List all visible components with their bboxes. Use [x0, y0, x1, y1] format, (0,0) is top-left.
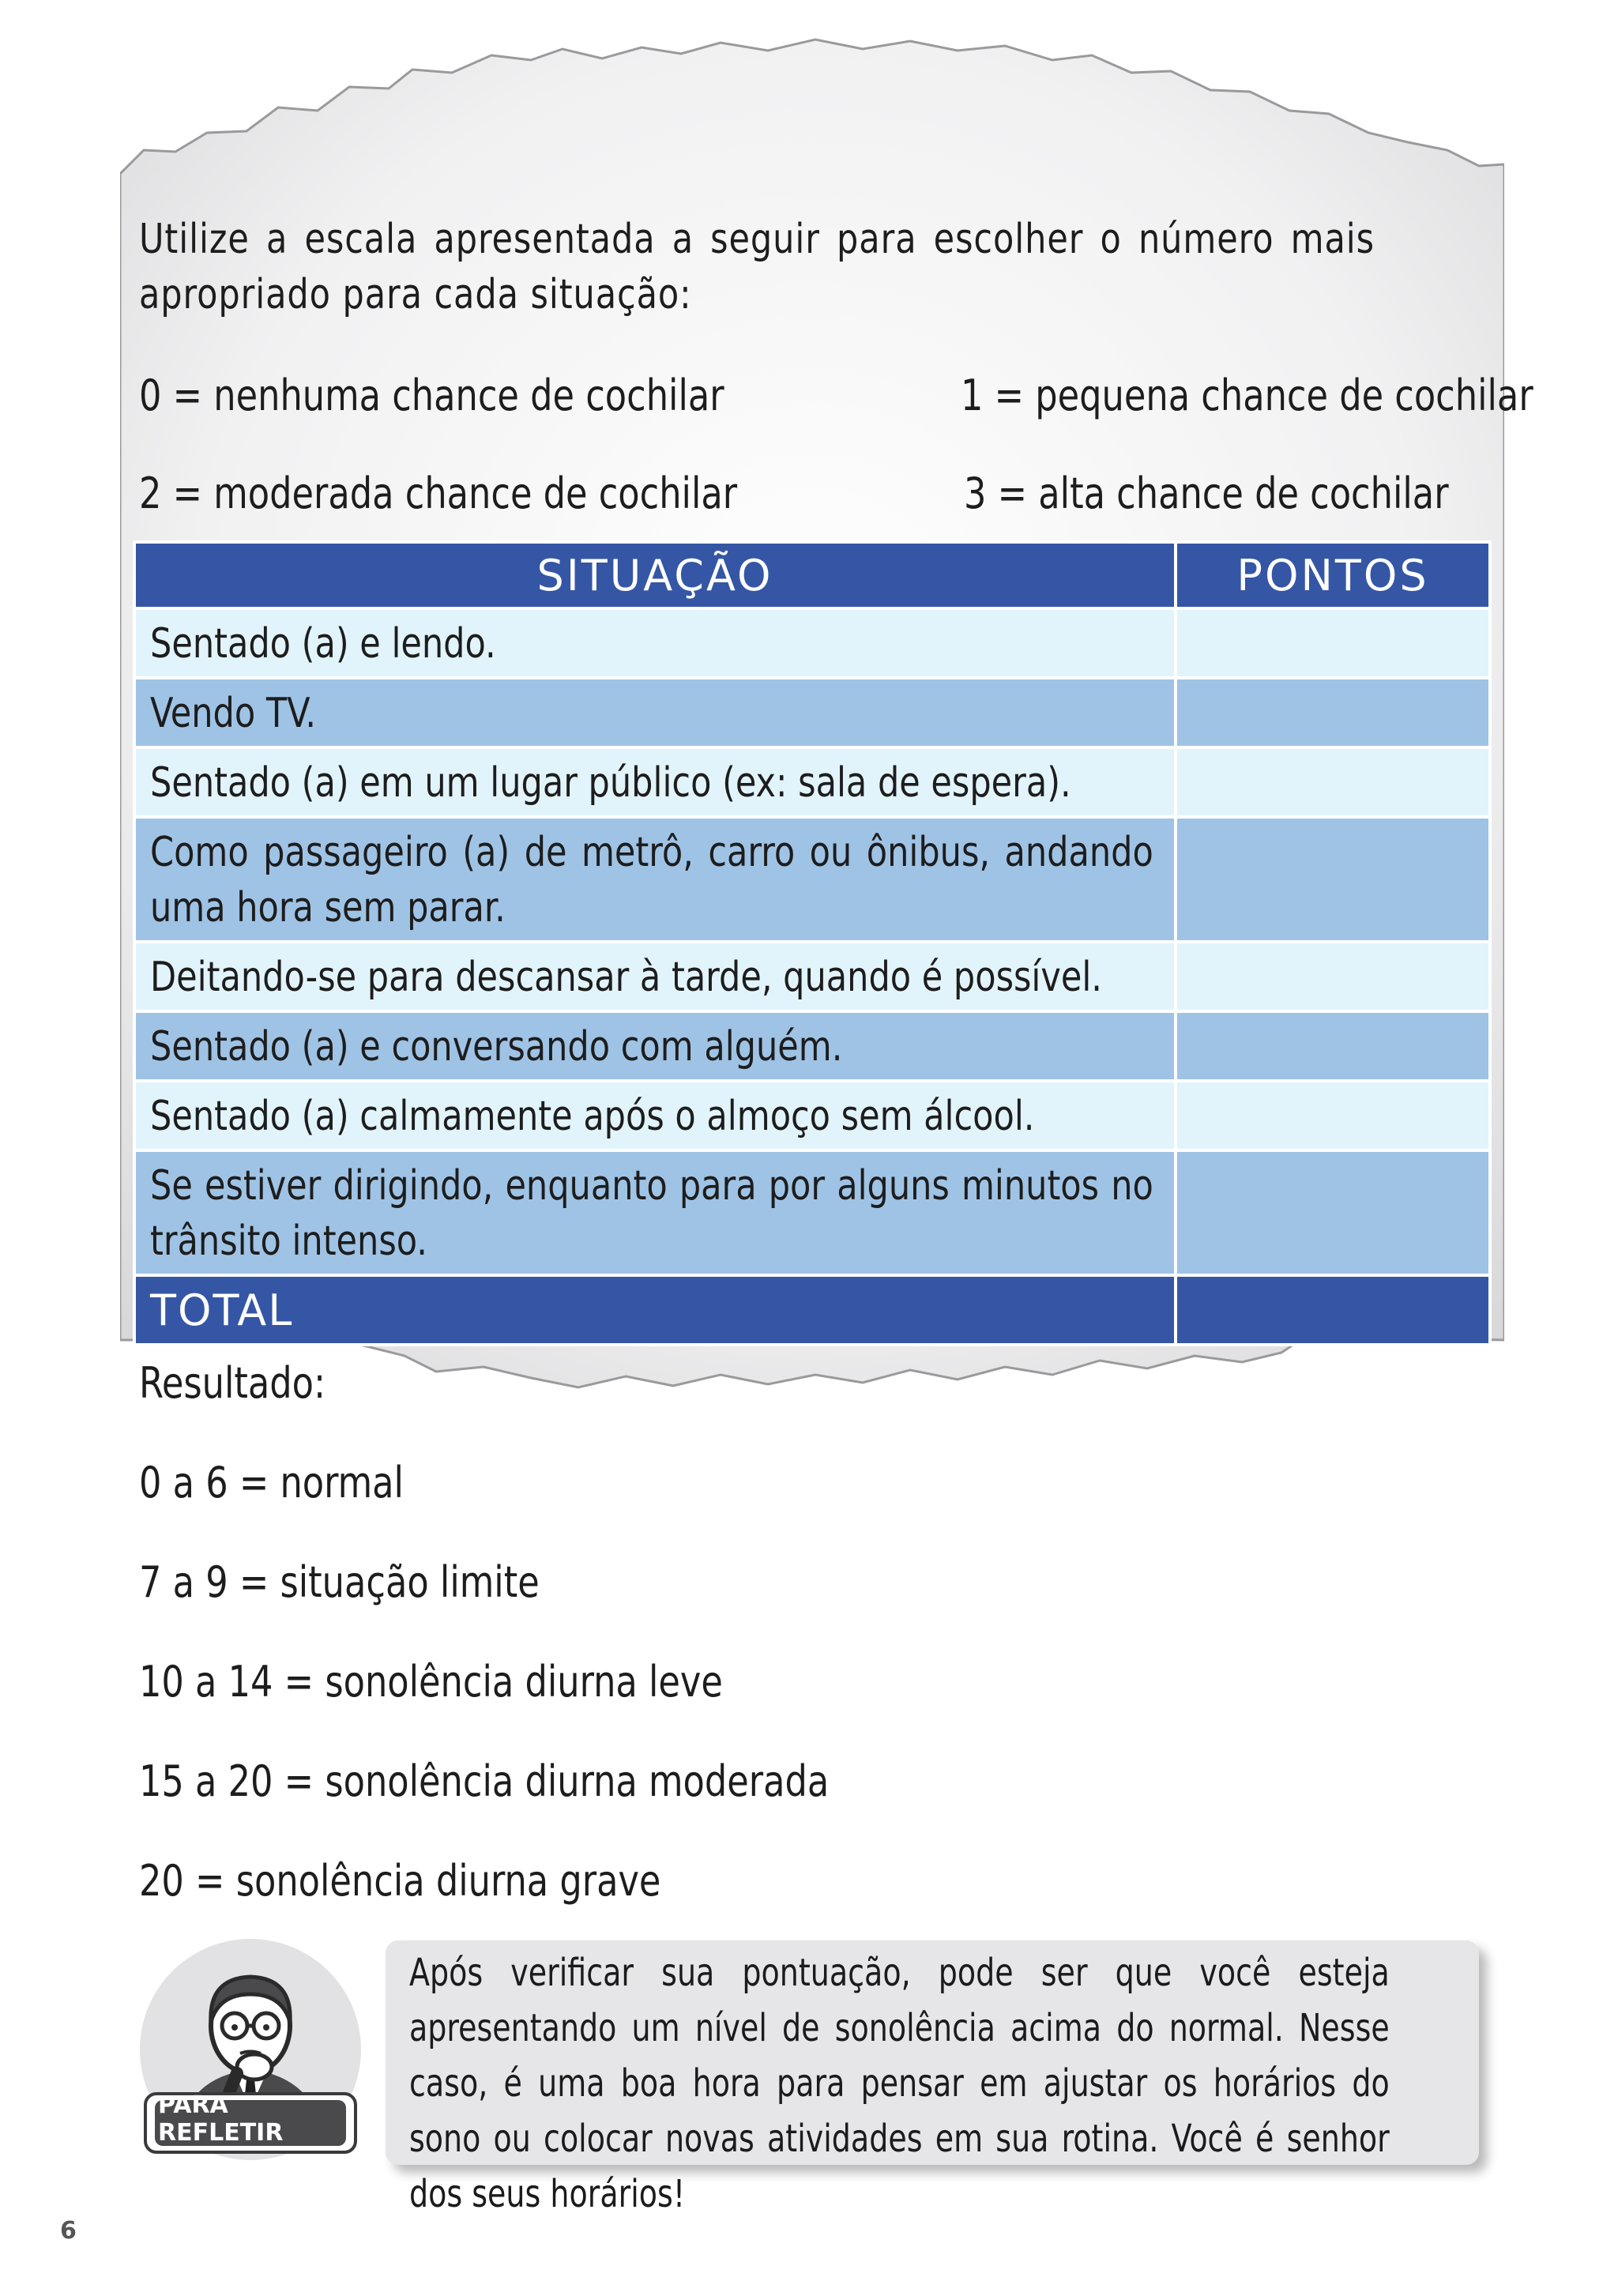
points-cell[interactable] [1176, 678, 1490, 747]
result-item: 0 a 6 = normal [139, 1458, 404, 1507]
total-row [134, 1275, 1490, 1345]
situation-table [133, 540, 1492, 1346]
table-row [134, 817, 1490, 942]
table-row [134, 747, 1490, 817]
total-label: TOTAL [134, 1275, 1176, 1345]
points-cell[interactable] [1176, 1081, 1490, 1150]
points-cell[interactable] [1176, 608, 1490, 678]
situation-cell: Sentado (a) calmamente após o almoço sem álcool. [150, 1093, 1035, 1140]
situation-cell: Sentado (a) e conversando com alguém. [150, 1023, 843, 1071]
table-header-row [134, 542, 1490, 608]
points-cell[interactable] [1176, 1150, 1490, 1275]
situation-cell: Sentado (a) e lendo. [150, 620, 496, 668]
scale-item-1: 1 = pequena chance de cochilar [961, 371, 1533, 420]
reflect-text: Após verificar sua pontuação, pode ser que você esteja apresentando um nível de sonolência acima do normal. Nesse caso, é uma boa hora para pensar em ajustar os horários do sono ou colocar novas atividades em sua rotina. Você é senhor dos seus horários! [409, 1951, 1390, 2216]
page-number: 6 [60, 2217, 77, 2245]
table-row [134, 1011, 1490, 1081]
result-item: 20 = sonolência diurna grave [139, 1856, 661, 1906]
table-row [134, 942, 1490, 1011]
situation-cell: Como passageiro (a) de metrô, carro ou ônibus, andando uma hora sem parar. [150, 829, 1153, 932]
scale-item-3: 3 = alta chance de cochilar [964, 469, 1449, 518]
situation-cell: Sentado (a) em um lugar público (ex: sala de espera). [150, 759, 1071, 807]
table-row [134, 608, 1490, 678]
points-cell[interactable] [1176, 817, 1490, 942]
header-pontos: PONTOS [1176, 542, 1490, 608]
table-row [134, 1150, 1490, 1275]
result-item: 7 a 9 = situação limite [139, 1557, 540, 1607]
result-title: Resultado: [139, 1358, 326, 1408]
table-row [134, 678, 1490, 747]
table-row [134, 1081, 1490, 1150]
scale-item-2: 2 = moderada chance de cochilar [139, 469, 738, 518]
result-item: 15 a 20 = sonolência diurna moderada [139, 1756, 830, 1806]
situation-cell: Se estiver dirigindo, enquanto para por alguns minutos no trânsito intenso. [150, 1162, 1153, 1265]
header-situacao: SITUAÇÃO [134, 542, 1176, 608]
intro-text: Utilize a escala apresentada a seguir para escolher o número mais apropriado para cada situação: [139, 216, 1375, 318]
points-cell[interactable] [1176, 1011, 1490, 1081]
points-cell[interactable] [1176, 942, 1490, 1011]
scale-item-0: 0 = nenhuma chance de cochilar [139, 371, 724, 420]
total-value-cell[interactable] [1176, 1275, 1490, 1345]
points-cell[interactable] [1176, 747, 1490, 817]
para-refletir-badge: PARA REFLETIR [158, 2091, 284, 2147]
result-item: 10 a 14 = sonolência diurna leve [139, 1657, 723, 1707]
situation-cell: Deitando-se para descansar à tarde, quando é possível. [150, 954, 1102, 1001]
situation-cell: Vendo TV. [150, 690, 317, 737]
